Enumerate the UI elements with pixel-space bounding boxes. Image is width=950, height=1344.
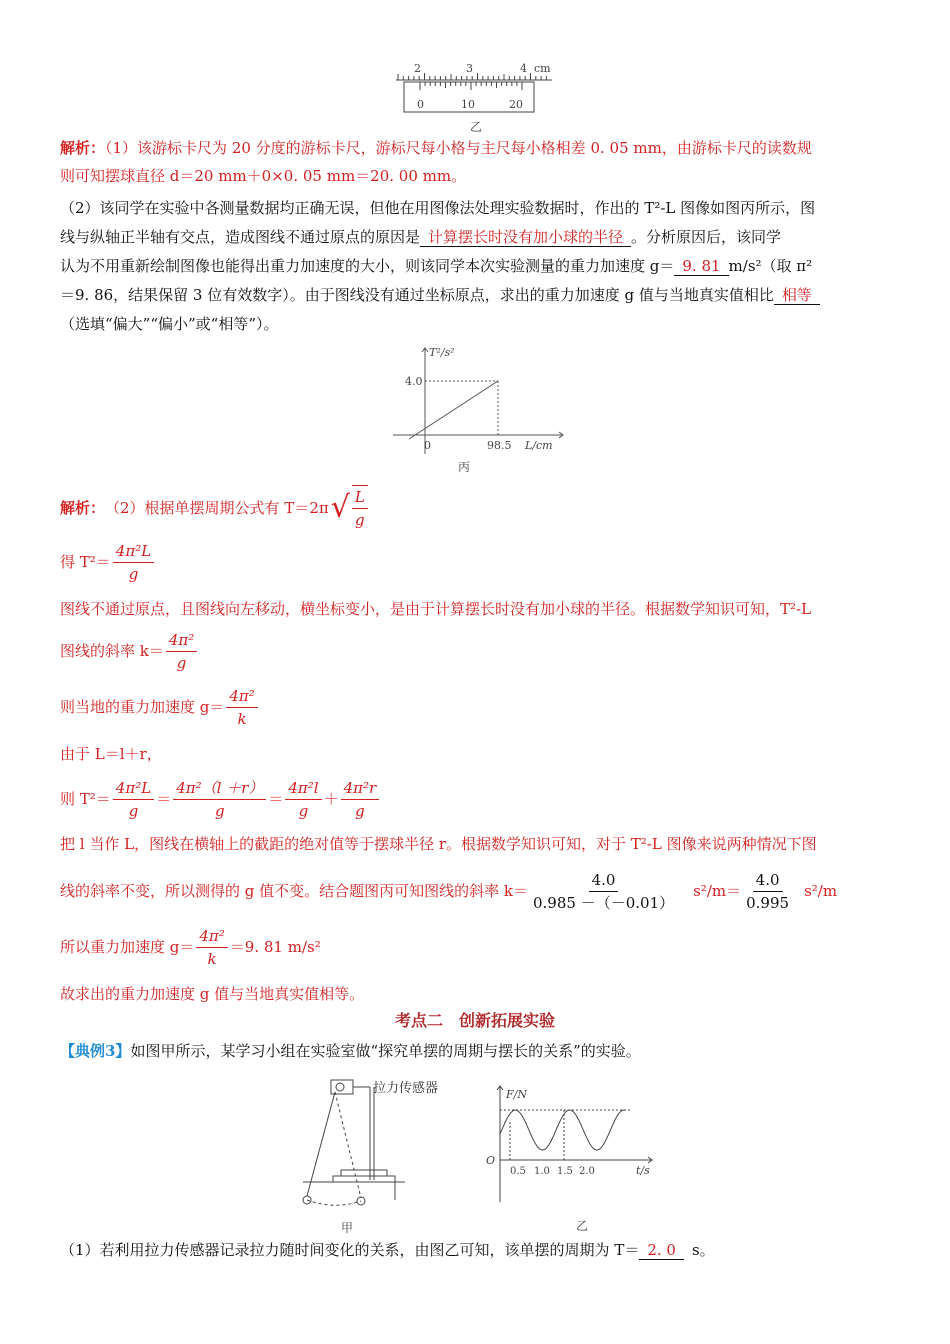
question-2-line2a: 线与纵轴正半轴有交点，造成图线不通过原点的原因是: [60, 228, 421, 246]
caliper-vernier-label: 20: [509, 98, 523, 111]
solution-2-line7: 则 T²＝ $\frac{\text{4π²L}}{g}$ ＝ $\frac{\text{4π²（l ＋r）}}{g}$ ＝ $\frac{\text{4π²l}}{g}$ ＋ $\frac{\text{4π²r}}{g}$: [60, 772, 890, 826]
pendulum-apparatus-figure: [295, 1070, 465, 1240]
section-heading: 考点二 创新拓展实验: [394, 1011, 555, 1030]
formula-num: 4π²r: [341, 777, 380, 800]
question-2-line3b: m/s²（取 π²: [728, 257, 813, 275]
caliper-main-label: 2: [414, 62, 421, 75]
solution-2-line10: [60, 920, 890, 974]
unit-text: s²/m: [804, 882, 838, 900]
formula-text: 则当地的重力加速度 g＝: [60, 698, 225, 716]
figure-caption: 甲: [341, 1221, 354, 1235]
solution-2-line2: [60, 530, 890, 594]
solution-2-line6: 由于 L＝l＋r，: [60, 745, 162, 763]
solution-2-line9: [60, 862, 890, 920]
question-2-line3a: 认为不用重新绘制图像也能得出重力加速度的大小，则该同学本次实验测量的重力加速度 g＝: [60, 257, 675, 275]
solution-2-line4: [60, 624, 890, 678]
solution-2-line8: 把 l 当作 L，图线在横轴上的截距的绝对值等于摆球半径 r。根据数学知识可知，对于 T²-L 图像来说两种情况下图: [60, 835, 817, 853]
unit-text: s²/m＝: [693, 882, 742, 900]
question-2-line1: （2）该同学在实验中各测量数据均正确无误，但他在用图像法处理实验数据时，作出的 T²-L 图像如图丙所示，图: [60, 199, 816, 217]
example-3: [60, 1037, 890, 1065]
graph-x-tick: 2.0: [579, 1166, 595, 1177]
solution-2: [60, 486, 890, 1014]
graph-x-tick: 1.5: [557, 1166, 573, 1177]
answer-blank-1: 计算摆长时没有加小球的半径: [420, 228, 631, 247]
question-2: [60, 194, 890, 339]
formula-den: g: [298, 801, 309, 820]
solution-2-line5: [60, 678, 890, 736]
formula-text: 得 T²＝: [60, 553, 111, 571]
answer-blank-period: 2. 0: [639, 1241, 684, 1260]
formula-text: 线的斜率不变，所以测得的 g 值不变。结合题图丙可知图线的斜率 k＝: [60, 882, 528, 900]
answer-blank-3: 相等: [774, 286, 820, 305]
formula-num: L: [352, 486, 368, 509]
graph-x-label: t/s: [636, 1164, 650, 1177]
caliper-main-label: 3: [466, 62, 473, 75]
solution-label: 解析：: [60, 499, 106, 517]
solution-1-line2: 则可知摆球直径 d＝20 mm＋0×0. 05 mm＝20. 00 mm。: [60, 167, 467, 185]
question-last-text: （1）若利用拉力传感器记录拉力随时间变化的关系，由图乙可知，该单摆的周期为 T＝: [60, 1241, 640, 1259]
formula-text: 所以重力加速度 g＝: [60, 938, 195, 956]
caliper-caption: 乙: [470, 120, 483, 134]
solution-2-line1: 解析： （2）根据单摆周期公式有 T＝2π √ $\frac{L}{g}$: [60, 486, 890, 530]
formula-den: k: [237, 709, 247, 728]
question-last-unit: s。: [691, 1241, 715, 1259]
formula-den: g: [355, 511, 365, 529]
graph-x-tick: 0.5: [510, 1166, 526, 1177]
formula-num: 4π²: [226, 685, 257, 708]
graph-x-tick: 98.5: [487, 439, 512, 452]
question-2-line5: （选填“偏大”“偏小”或“相等”）。: [60, 315, 279, 333]
caliper-vernier-label: 0: [417, 98, 424, 111]
caliper-main-label: 4: [520, 62, 527, 75]
formula-den: k: [207, 949, 217, 968]
formula-den: g: [214, 801, 225, 820]
formula-num: 4π²L: [113, 540, 154, 563]
formula-den: g: [355, 801, 365, 820]
solution-1: [60, 134, 890, 190]
force-time-graph: [480, 1080, 660, 1240]
formula-num: 4.0: [589, 869, 619, 892]
caliper-vernier-label: 10: [461, 98, 475, 111]
caliper-main-label: cm: [534, 62, 551, 75]
graph-origin: O: [486, 1154, 496, 1167]
question-2-line4a: ＝9. 86，结果保留 3 位有效数字）。由于图线没有通过坐标原点，求出的重力加速度 g 值与当地真实值相比: [60, 286, 774, 304]
formula-den: g: [176, 653, 187, 672]
solution-label: 解析：: [60, 139, 106, 157]
formula-num: 4π²: [166, 629, 197, 652]
solution-2-line11: 故求出的重力加速度 g 值与当地真实值相等。: [60, 985, 365, 1003]
solution-2-line3: 图线不通过原点，且图线向左移动，横坐标变小，是由于计算摆长时没有加小球的半径。根据数学知识可知，T²-L: [60, 600, 812, 618]
formula-den: g: [128, 564, 139, 583]
t2-l-graph: [385, 342, 575, 477]
formula-num: 4π²: [196, 925, 227, 948]
figure-caption: 乙: [576, 1219, 589, 1233]
question-2-line2b: 。分析原因后，该同学: [631, 228, 782, 246]
graph-y-label: F/N: [506, 1088, 527, 1101]
formula-text: 则 T²＝: [60, 790, 111, 808]
graph-x-label: L/cm: [525, 439, 553, 452]
formula-text: ＝9. 81 m/s²: [229, 938, 321, 956]
formula-num: 4π²（l ＋r）: [173, 777, 266, 800]
formula-num: 4.0: [753, 869, 783, 892]
solution-1-line1: （1）该游标卡尺为 20 分度的游标卡尺，游标尺每小格与主尺每小格相差 0. 05 mm，由游标卡尺的读数规: [105, 139, 812, 157]
formula-den: 0.995: [746, 893, 790, 912]
formula-den: g: [128, 801, 139, 820]
answer-blank-2: 9. 81: [674, 257, 728, 276]
example-tag: 【典例3】: [60, 1042, 131, 1060]
force-curve: [500, 1110, 625, 1150]
question-last: [60, 1236, 890, 1264]
formula-num: 4π²l: [285, 777, 321, 800]
graph-y-tick: 4.0: [405, 375, 423, 388]
formula-num: 4π²L: [113, 777, 154, 800]
sensor-label: 拉力传感器: [373, 1081, 439, 1096]
example-3-text: 如图甲所示，某学习小组在实验室做“探究单摆的周期与摆长的关系”的实验。: [130, 1042, 641, 1060]
formula-text: 图线的斜率 k＝: [60, 642, 164, 660]
graph-y-label: T²/s²: [429, 346, 455, 359]
graph-x-tick: 1.0: [534, 1166, 550, 1177]
graph-data-line: [409, 381, 498, 439]
period-formula-text: （2）根据单摆周期公式有 T＝2π: [105, 499, 329, 517]
graph-caption: 丙: [458, 460, 471, 474]
graph-origin: 0: [424, 439, 431, 452]
vernier-caliper-figure: [390, 58, 570, 138]
formula-den: 0.985 －（－0.01）: [533, 893, 675, 912]
